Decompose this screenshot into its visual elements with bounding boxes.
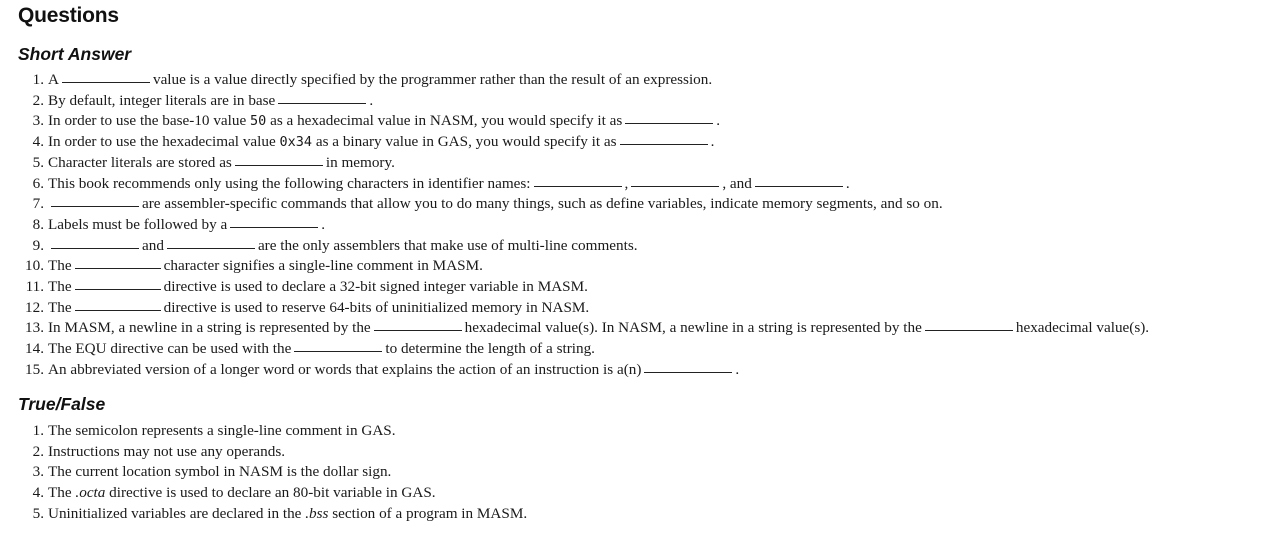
code-literal: 50 bbox=[250, 113, 267, 130]
short-answer-list bbox=[18, 70, 1272, 381]
true-false-list bbox=[18, 421, 1272, 525]
answer-blank[interactable] bbox=[631, 185, 719, 187]
answer-blank[interactable] bbox=[62, 81, 150, 83]
short-answer-item: 12. The directive is used to reserve 64-bits of uninitialized memory in NASM. bbox=[25, 298, 590, 316]
answer-blank[interactable] bbox=[230, 226, 318, 228]
answer-blank[interactable] bbox=[925, 329, 1013, 331]
true-false-heading: True/False bbox=[18, 394, 106, 414]
short-answer-item: 7. are assembler-specific commands that allow you to do many things, such as define variables, indicate memory segments, and so on. bbox=[32, 195, 943, 213]
short-answer-item: 14. The EQU directive can be used with the to determine the length of a string. bbox=[25, 340, 595, 358]
answer-blank[interactable] bbox=[534, 185, 622, 187]
short-answer-heading: Short Answer bbox=[18, 44, 132, 64]
short-answer-item: 8. Labels must be followed by a . bbox=[32, 215, 326, 233]
short-answer-item: 3. In order to use the base-10 value 50 as a hexadecimal value in NASM, you would specify it as . bbox=[18, 111, 1272, 132]
true-false-item: 5. Uninitialized variables are declared in the .bss section of a program in MASM. bbox=[18, 504, 1272, 525]
short-answer-item: 1. A value is a value directly specified by the programmer rather than the result of an expression. bbox=[32, 71, 713, 88]
answer-blank[interactable] bbox=[75, 309, 161, 311]
short-answer-item: 2. By default, integer literals are in base . bbox=[32, 91, 374, 109]
true-false-item: 2. Instructions may not use any operands. bbox=[32, 442, 286, 460]
short-answer-item: 13. In MASM, a newline in a string is represented by the hexadecimal value(s). In NASM, a newline in a string is represented by the hexadecimal value(s). bbox=[25, 319, 1150, 337]
short-answer-item: 4. In order to use the hexadecimal value 0x34 as a binary value in GAS, you would specify it as . bbox=[18, 132, 1272, 153]
answer-blank[interactable] bbox=[294, 350, 382, 352]
answer-blank[interactable] bbox=[167, 247, 255, 249]
answer-blank[interactable] bbox=[75, 288, 161, 290]
answer-blank[interactable] bbox=[51, 205, 139, 207]
questions-page bbox=[18, 0, 1272, 545]
true-false-item: 3. The current location symbol in NASM is the dollar sign. bbox=[32, 463, 392, 481]
answer-blank[interactable] bbox=[644, 371, 732, 373]
page-title: Questions bbox=[18, 4, 119, 27]
answer-blank[interactable] bbox=[755, 185, 843, 187]
code-literal: 0x34 bbox=[279, 134, 313, 151]
true-false-item: 1. The semicolon represents a single-line comment in GAS. bbox=[32, 422, 396, 439]
directive-name: .octa bbox=[75, 484, 106, 502]
true-false-item: 4. The .octa directive is used to declare an 80-bit variable in GAS. bbox=[18, 483, 1272, 504]
answer-blank[interactable] bbox=[51, 247, 139, 249]
short-answer-item: 11. The directive is used to declare a 32-bit signed integer variable in MASM. bbox=[25, 278, 588, 296]
answer-blank[interactable] bbox=[75, 267, 161, 269]
short-answer-item: 10. The character signifies a single-line comment in MASM. bbox=[25, 257, 483, 275]
section-name: .bss bbox=[305, 504, 329, 522]
short-answer-item: 5. Character literals are stored as in memory. bbox=[32, 153, 395, 171]
answer-blank[interactable] bbox=[278, 102, 366, 104]
answer-blank[interactable] bbox=[374, 329, 462, 331]
answer-blank[interactable] bbox=[235, 164, 323, 166]
answer-blank[interactable] bbox=[625, 122, 713, 124]
short-answer-item: 15. An abbreviated version of a longer word or words that explains the action of an instruction is a(n) . bbox=[25, 360, 740, 378]
answer-blank[interactable] bbox=[620, 143, 708, 145]
short-answer-item: 9. and are the only assemblers that make use of multi-line comments. bbox=[32, 236, 638, 254]
short-answer-item: 6. This book recommends only using the following characters in identifier names: , , and . bbox=[32, 174, 850, 192]
